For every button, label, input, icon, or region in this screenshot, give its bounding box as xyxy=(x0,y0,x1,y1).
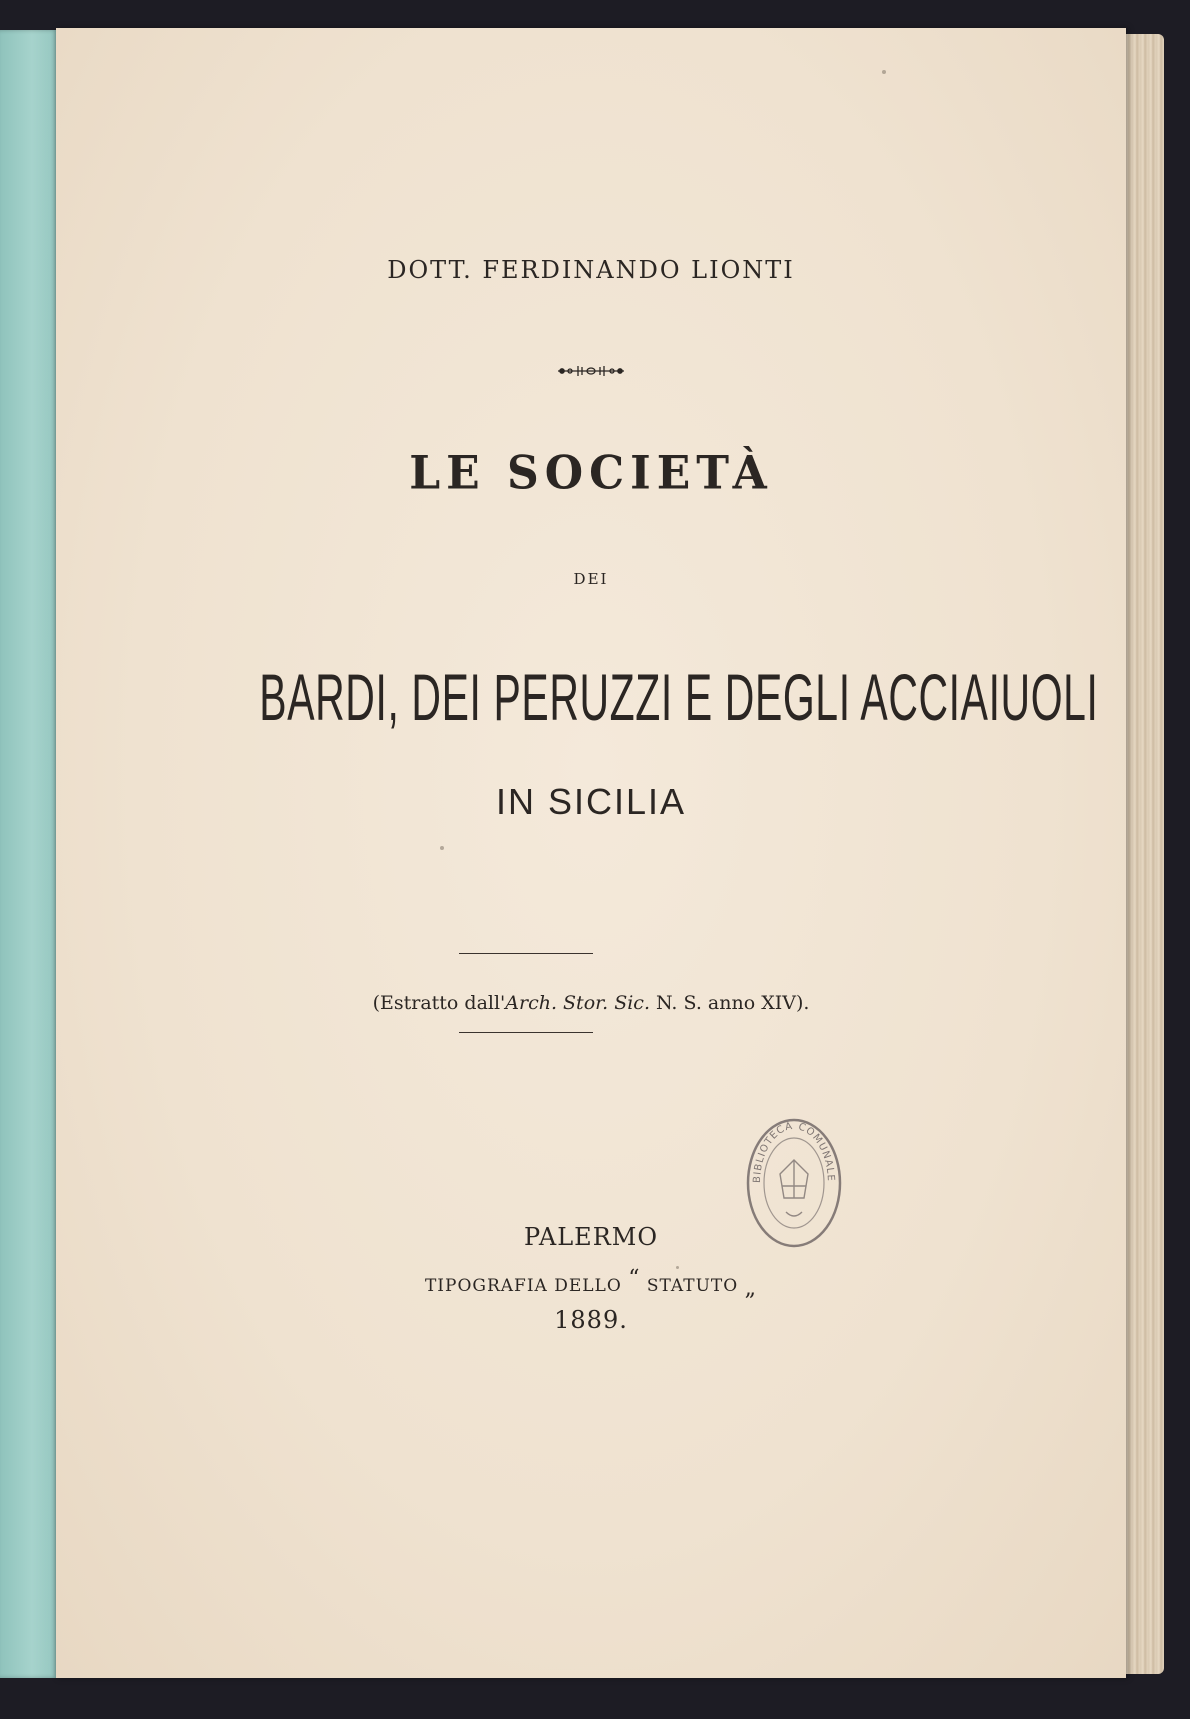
svg-text:BIBLIOTECA COMUNALE DELLA SPEZ: BIBLIOTECA COMUNALE xyxy=(751,1120,837,1184)
title-line-societa: LE SOCIETÀ xyxy=(409,446,773,501)
extract-prefix: (Estratto dall' xyxy=(372,992,506,1014)
title-page xyxy=(56,28,1126,1678)
extract-suffix: N. S. anno XIV). xyxy=(649,992,810,1014)
book-cover-edge xyxy=(0,30,58,1678)
printer-name: STATUTO xyxy=(646,1276,739,1296)
imprint-printer xyxy=(56,1266,1126,1301)
paper-speck xyxy=(882,70,886,74)
title-line-families: BARDI, DEI PERUZZI E DEGLI ACCIAIUOLI xyxy=(259,660,1099,734)
paper-speck xyxy=(676,1266,679,1269)
ornament-icon xyxy=(556,364,626,378)
imprint-city: PALERMO xyxy=(523,1223,659,1251)
rule-bottom xyxy=(459,1032,593,1033)
rule-top xyxy=(459,953,593,954)
title-line-dei: DEI xyxy=(573,570,609,588)
printer-close-quote: „ xyxy=(744,1276,758,1301)
printer-open-quote: “ xyxy=(628,1266,641,1291)
paper-speck xyxy=(440,846,444,850)
extract-journal: Arch. Stor. Sic. xyxy=(505,992,650,1014)
printer-prefix: TIPOGRAFIA DELLO xyxy=(424,1276,622,1296)
extract-note xyxy=(56,992,1126,1014)
title-line-sicilia: IN SICILIA xyxy=(495,781,687,822)
ornament-divider xyxy=(56,364,1126,378)
author-name: DOTT. FERDINANDO LIONTI xyxy=(387,256,795,284)
imprint-year: 1889. xyxy=(554,1306,628,1334)
